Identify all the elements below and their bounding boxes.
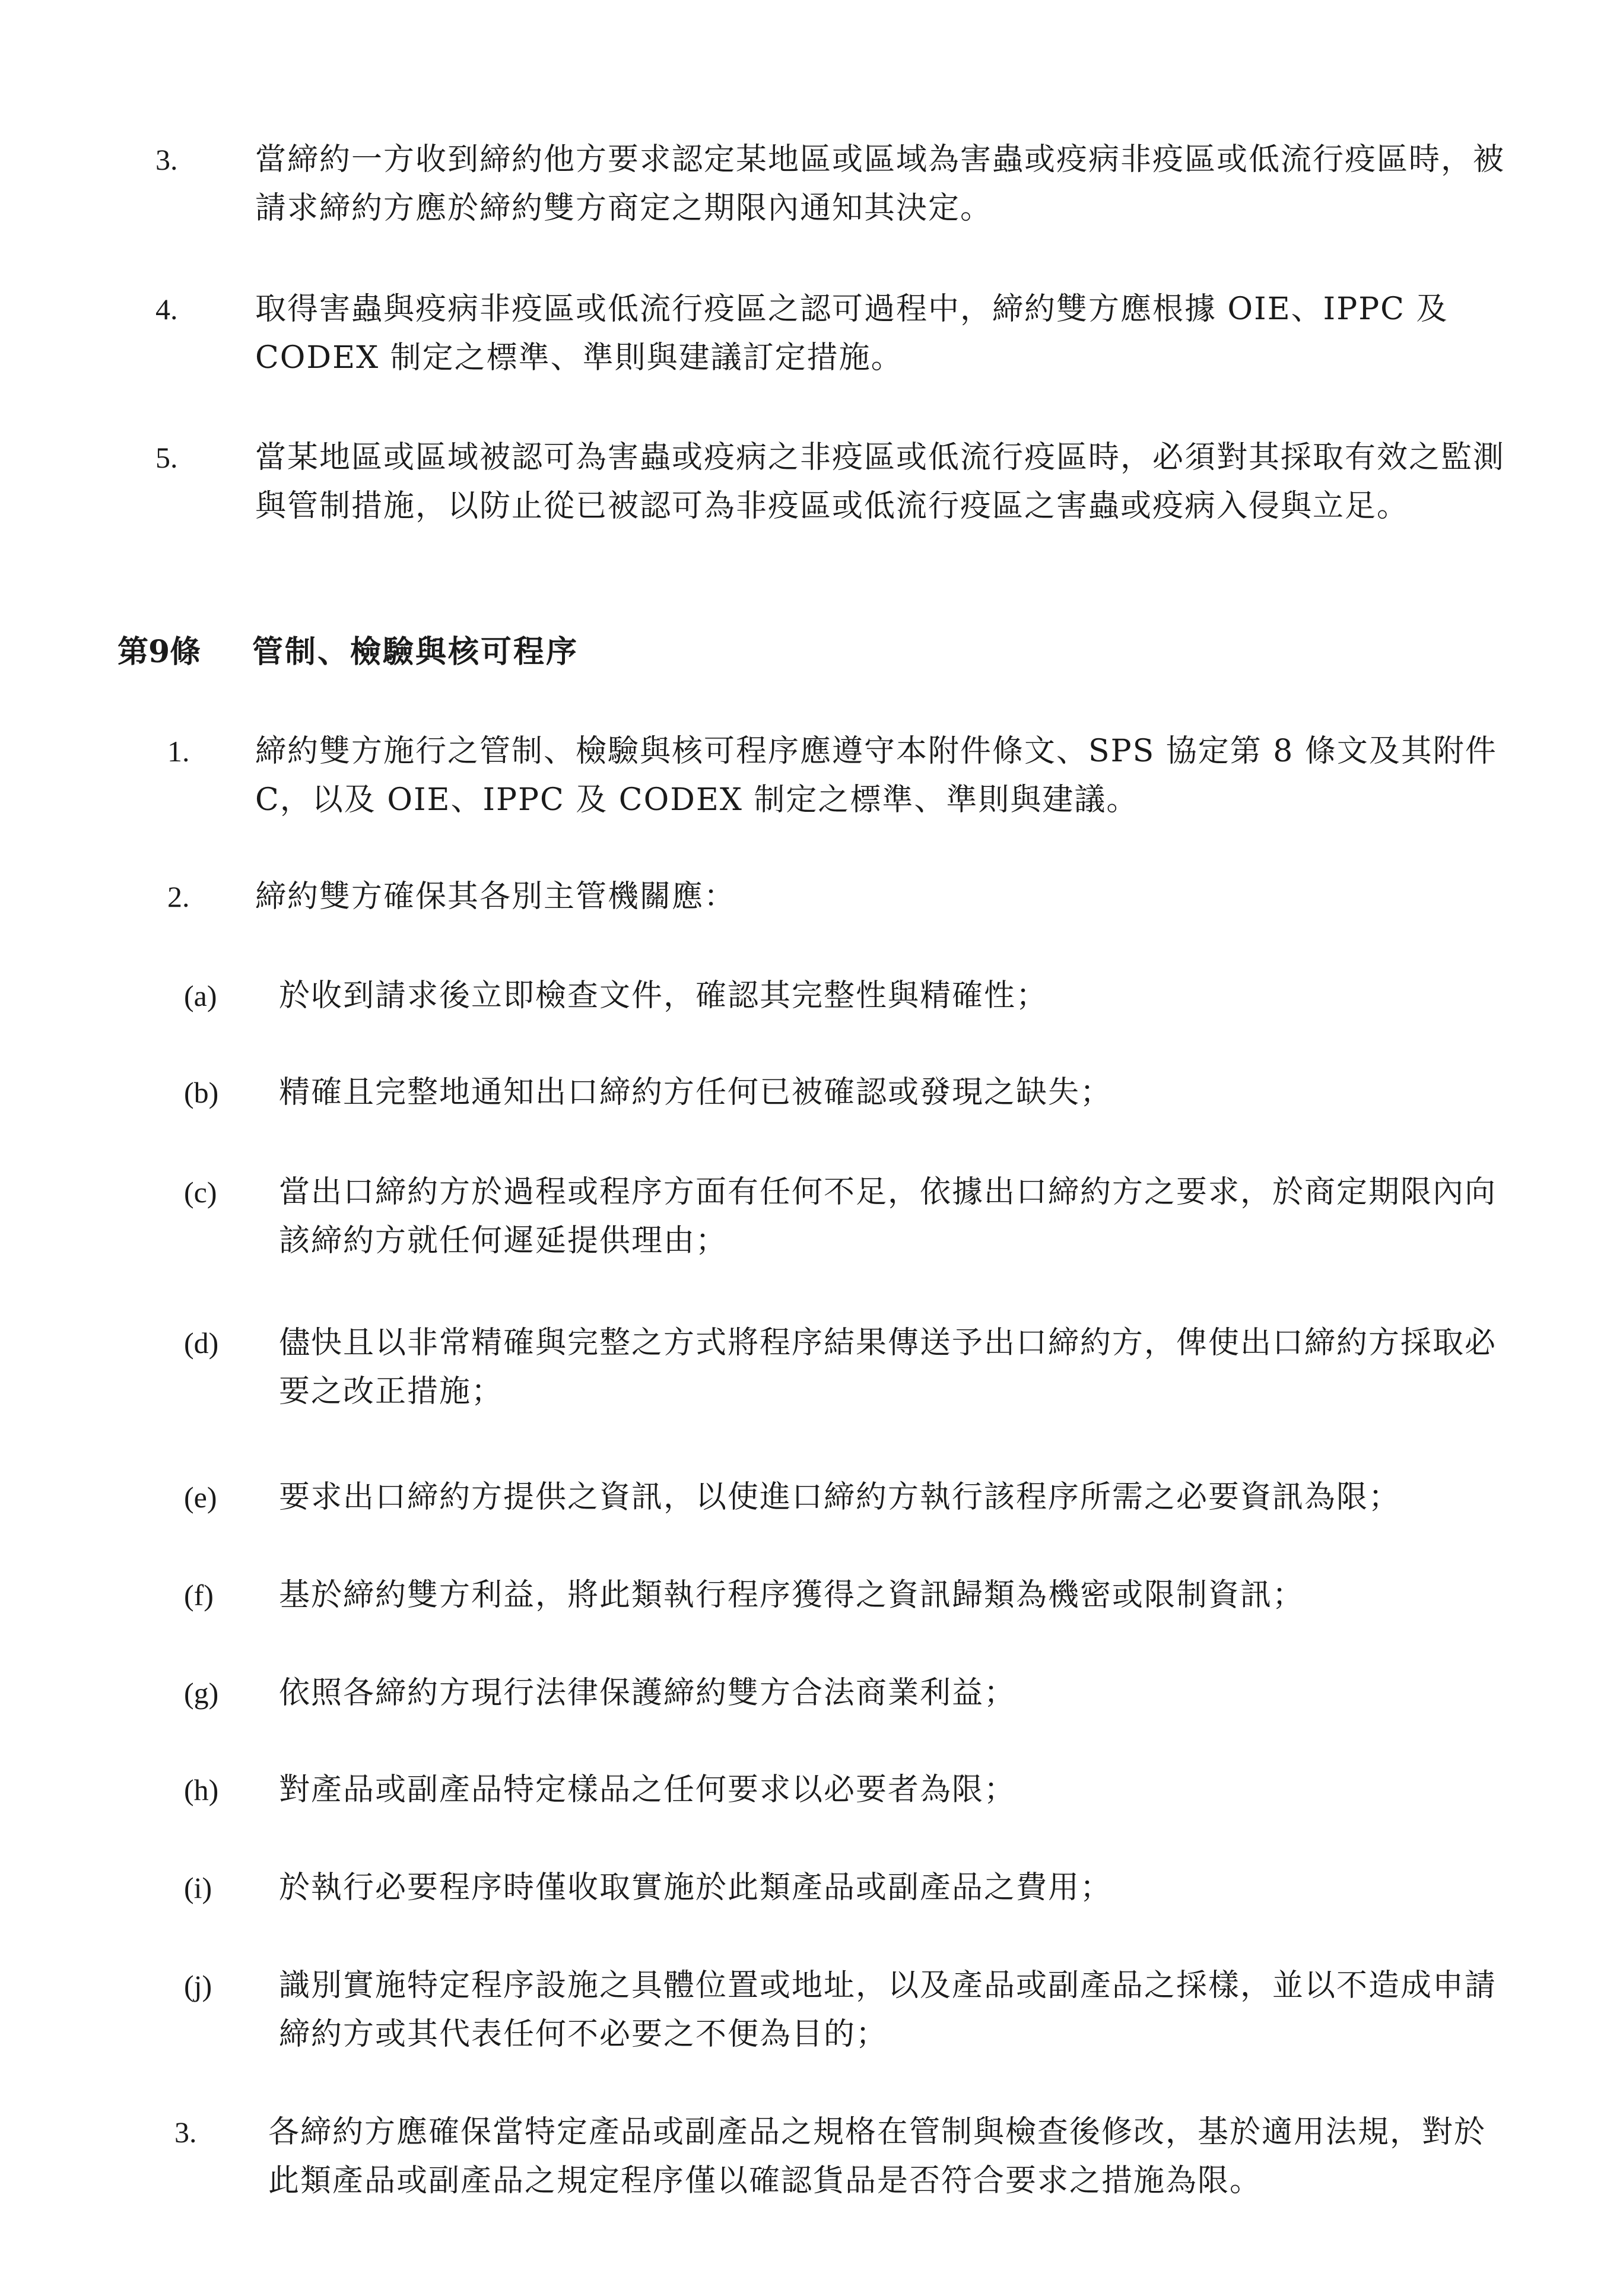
subitem-text: 於執行必要程序時僅收取實施於此類產品或副產品之費用；	[279, 1870, 1113, 1906]
subitem-text: 要求出口締約方提供之資訊，以使進口締約方執行該程序所需之必要資訊為限；	[279, 1479, 1401, 1515]
article-title: 管制、檢驗與核可程序	[252, 634, 579, 670]
paragraph-number: 5.	[155, 441, 178, 474]
paragraph-text: 各締約方應確保當特定產品或副產品之規格在管制與檢查後修改，基於適用法規，對於此類產品或副產品之規定程序僅以確認貨品是否符合要求之措施為限。	[268, 2114, 1487, 2199]
subitem-label: (d)	[184, 1326, 219, 1360]
subitem-text: 於收到請求後立即檢查文件，確認其完整性與精確性；	[279, 978, 1049, 1014]
paragraph-text: 當某地區或區域被認可為害蟲或疫病之非疫區或低流行疫區時，必須對其採取有效之監測與管制措施，以防止從已被認可為非疫區或低流行疫區之害蟲或疫病入侵與立足。	[255, 440, 1505, 524]
subitem-text: 識別實施特定程序設施之具體位置或地址，以及產品或副產品之採樣，並以不造成申請締約方或其代表任何不必要之不便為目的；	[279, 1968, 1497, 2052]
subitem-label: (g)	[184, 1676, 219, 1710]
subitem-text: 對產品或副產品特定樣品之任何要求以必要者為限；	[279, 1772, 1017, 1808]
subitem-label: (f)	[184, 1579, 214, 1612]
subitem-text: 基於締約雙方利益，將此類執行程序獲得之資訊歸類為機密或限制資訊；	[279, 1577, 1305, 1613]
paragraph-number: 4.	[155, 293, 178, 326]
paragraph-text: 締約雙方施行之管制、檢驗與核可程序應遵守本附件條文、SPS 協定第 8 條文及其附件 C，以及 OIE、IPPC 及 CODEX 制定之標準、準則與建議。	[255, 733, 1508, 818]
subitem-label: (j)	[184, 1969, 212, 2002]
subitem-label: (b)	[184, 1076, 219, 1109]
paragraph-text: 當締約一方收到締約他方要求認定某地區或區域為害蟲或疫病非疫區或低流行疫區時，被請求締約方應於締約雙方商定之期限內通知其決定。	[255, 142, 1505, 226]
article-number: 第9條	[117, 634, 201, 670]
subitem-label: (a)	[184, 979, 217, 1012]
paragraph-number: 2.	[167, 880, 190, 913]
subitem-text: 當出口締約方於過程或程序方面有任何不足，依據出口締約方之要求，於商定期限內向該締約方就任何遲延提供理由；	[279, 1174, 1497, 1259]
subitem-text: 儘快且以非常精確與完整之方式將程序結果傳送予出口締約方，俾使出口締約方採取必要之改正措施；	[279, 1325, 1497, 1409]
subitem-label: (h)	[184, 1773, 219, 1806]
paragraph-number: 3.	[174, 2116, 197, 2149]
subitem-text: 依照各締約方現行法律保護締約雙方合法商業利益；	[279, 1675, 1017, 1711]
paragraph-number: 1.	[167, 735, 190, 768]
paragraph-number: 3.	[155, 143, 178, 176]
subitem-label: (c)	[184, 1176, 217, 1209]
paragraph-text: 締約雙方確保其各別主管機關應：	[255, 879, 736, 914]
subitem-label: (i)	[184, 1871, 212, 1904]
subitem-text: 精確且完整地通知出口締約方任何已被確認或發現之缺失；	[279, 1075, 1113, 1110]
subitem-label: (e)	[184, 1481, 217, 1514]
paragraph-text: 取得害蟲與疫病非疫區或低流行疫區之認可過程中，締約雙方應根據 OIE、IPPC 及 CODEX 制定之標準、準則與建議訂定措施。	[255, 291, 1460, 376]
